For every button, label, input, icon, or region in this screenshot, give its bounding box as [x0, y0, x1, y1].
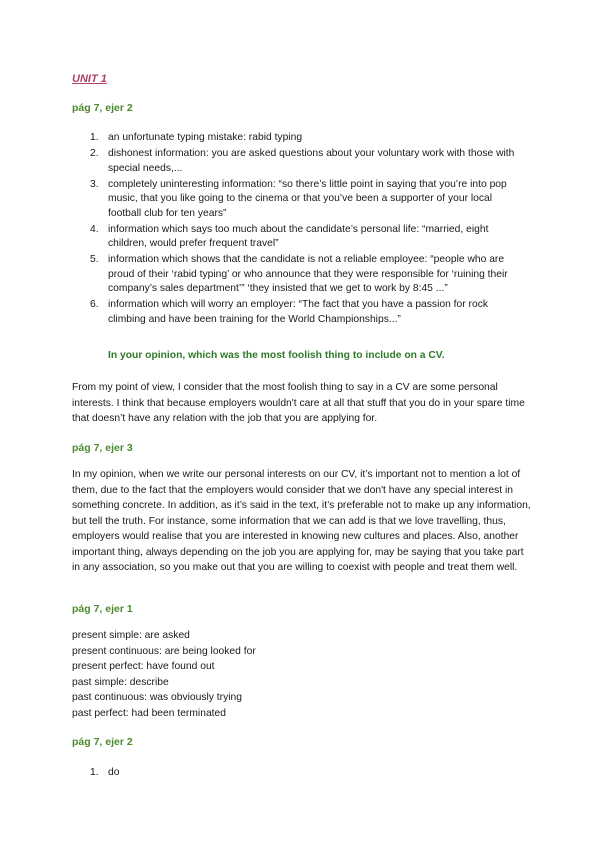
list-item — [90, 765, 120, 780]
list-item — [90, 147, 528, 176]
list-item-number: 2. — [90, 148, 99, 159]
section-heading-3: pág 7, ejer 1 — [72, 603, 133, 615]
opinion-question: In your opinion, which was the most foolish thing to include on a CV. — [108, 350, 445, 361]
list-item-text: information which will worry an employer: “The fact that you have a passion for rock climbing and have been training for the World Championships...” — [108, 299, 489, 325]
section-heading-2: pág 7, ejer 3 — [72, 442, 133, 454]
section-heading-4: pág 7, ejer 2 — [72, 736, 133, 748]
list-item-text: an unfortunate typing mistake: rabid typing — [108, 132, 303, 143]
opinion-answer: From my point of view, I consider that the most foolish thing to say in a CV are some personal interests. I think that because employers wouldn't care at all that stuff that you do in your spare time that doesn’t have any relation with the job that you are applying for. — [72, 382, 525, 424]
list-item-text: information which says too much about the candidate’s personal life: “married, eight children, would prefer frequent travel” — [108, 223, 489, 249]
list-item-number: 3. — [90, 178, 99, 190]
list-item-number: 1. — [90, 132, 99, 143]
tense-line: past continuous: was obviously trying — [72, 692, 242, 703]
tense-line: past perfect: had been terminated — [72, 707, 226, 719]
list-item — [90, 178, 528, 222]
list-item-number: 6. — [90, 299, 99, 310]
list-item — [90, 298, 528, 327]
tense-line: present simple: are asked — [72, 630, 190, 641]
list-item — [90, 223, 528, 252]
section-heading-1: pág 7, ejer 2 — [72, 102, 133, 114]
list-item-number: 4. — [90, 223, 99, 235]
unit-title: UNIT 1 — [72, 73, 107, 85]
list-item-text: completely uninteresting information: “so there’s little point in saying that you’re into pop music, that you like going to the cinema or that you’ve been a supporter of your local football club for ten years” — [108, 178, 507, 219]
interests-paragraph: In my opinion, when we write our personal interests on our CV, it’s important not to mention a lot of them, due to the fact that the employers would consider that we don't have any special interest in something concrete. In addition, as it’s said in the text, it’s preferable not to make up any information, but tell the truth. For instance, some information that we can add is that we love travelling, thus, employers would realise that you are interested in knowing new cultures and places. Also, another important thing, always depending on the job you are applying for, may be saying that you take part in any association, so you make out that you are willing to coexist with people and treat them well. — [72, 469, 531, 573]
list-item — [90, 253, 528, 297]
list-item — [90, 131, 528, 146]
list-item-text: information which shows that the candidate is not a reliable employee: “people who are proud of their ‘rabid typing’ or who announce that they were responsible for ‘ruining their company’s sales department’” ‘they insisted that we get to work by 8:45 ...” — [108, 254, 508, 294]
answer-list — [90, 131, 528, 329]
tense-line: present perfect: have found out — [72, 661, 215, 672]
tense-line: present continuous: are being looked for — [72, 645, 256, 657]
list-item-text: dishonest information: you are asked questions about your voluntary work with those with special needs,... — [108, 148, 515, 174]
answer-list-2 — [90, 765, 120, 780]
tense-list — [72, 628, 256, 721]
list-item-number: 5. — [90, 254, 99, 265]
list-item-number: 1. — [90, 767, 99, 778]
list-item-text: do — [108, 767, 120, 778]
tense-line: past simple: describe — [72, 676, 169, 688]
